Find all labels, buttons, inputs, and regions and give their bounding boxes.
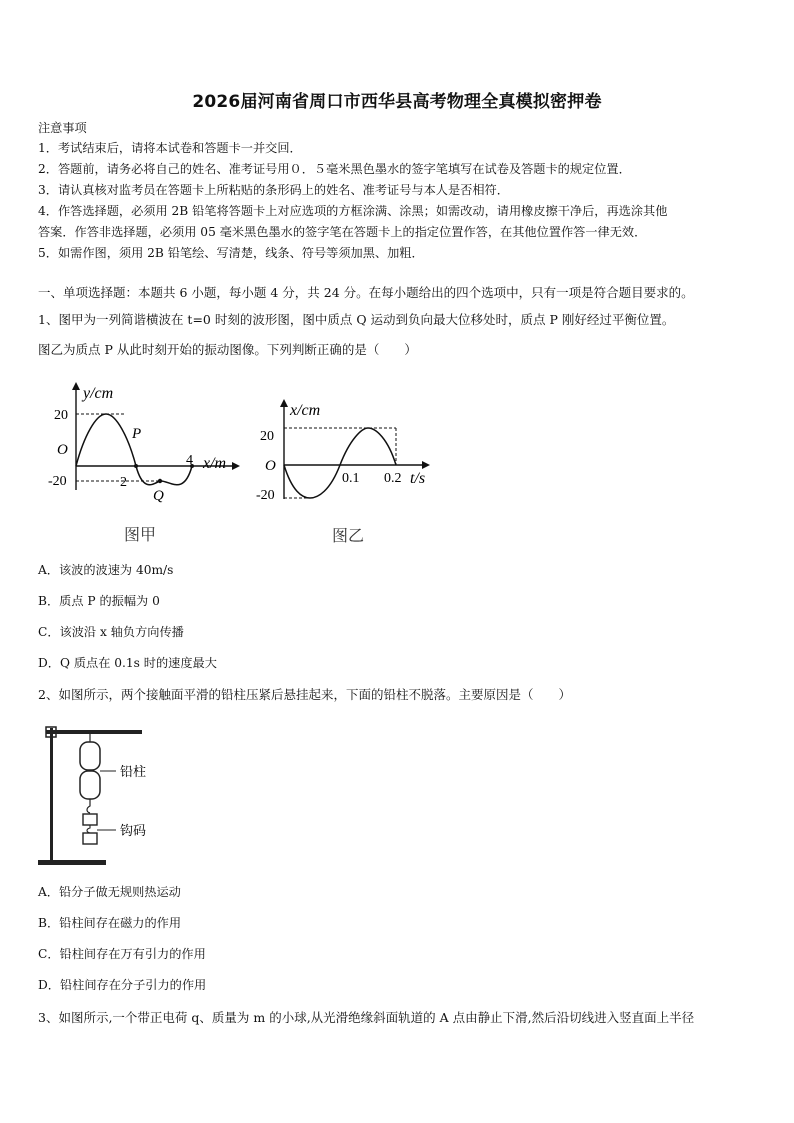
tick-label-bottom: -20	[48, 474, 67, 489]
point-q	[158, 479, 162, 483]
tick-label-top: 20	[54, 408, 68, 423]
q2-option-c: C．铅柱间存在万有引力的作用	[38, 947, 206, 961]
q1-stem-line2: 图乙为质点 P 从此时刻开始的振动图像。下列判断正确的是（ ）	[38, 342, 417, 357]
t-axis-arrow-icon	[422, 461, 430, 469]
stand-rod	[50, 728, 53, 862]
label-lead-cylinder: 铅柱	[120, 764, 147, 779]
notice-item-4-cont: 答案．作答非选择题，必须用 05 毫米黑色墨水的签字笔在答题卡上的指定位置作答，在其他位置作答一律无效．	[38, 225, 647, 239]
q1-option-d: D．Q 质点在 0.1s 时的速度最大	[38, 656, 217, 670]
x-axis-label: x/cm	[290, 402, 321, 419]
x-axis-label: x/m	[203, 455, 227, 472]
q2-option-a: A．铅分子做无规则热运动	[38, 885, 181, 899]
notice-item-1: 1．考试结束后，请将本试卷和答题卡一并交回．	[38, 141, 302, 155]
stand-arm	[46, 730, 142, 734]
notice-item-4: 4．作答选择题，必须用 2B 铅笔将答题卡上对应选项的方框涂满、涂黑；如需改动，请用橡皮擦干净后，再选涂其他	[38, 204, 668, 218]
t-tick-mid: 0.1	[342, 471, 360, 486]
q2-option-d: D．铅柱间存在分子引力的作用	[38, 978, 207, 992]
tick-label-bottom: -20	[256, 488, 275, 503]
notice-item-2: 2．答题前，请务必将自己的姓名、准考证号用０．５毫米黑色墨水的签字笔填写在试卷及答题卡的规定位置．	[38, 162, 631, 176]
origin-label: O	[265, 458, 276, 474]
point-q-label: Q	[153, 488, 164, 504]
x-tick-end: 4	[186, 453, 193, 468]
weight-2	[83, 833, 97, 844]
figure-caption-a: 图甲	[124, 525, 157, 544]
q3-stem: 3、如图所示,一个带正电荷 q、质量为 m 的小球,从光滑绝缘斜面轨道的 A 点由静止下滑,然后沿切线进入竖直面上半径	[38, 1010, 695, 1025]
x-axis-arrow-icon	[232, 462, 240, 470]
t-tick-end: 0.2	[384, 471, 402, 486]
q1-option-b: B．质点 P 的振幅为 0	[38, 594, 160, 608]
figure-caption-b: 图乙	[332, 526, 365, 545]
tick-label-top: 20	[260, 429, 274, 444]
q1-stem-line1: 1、图甲为一列简谐横波在 t=0 时刻的波形图，图中质点 Q 运动到负向最大位移处时，质点 P 刚好经过平衡位置。	[38, 312, 675, 327]
lead-cylinder-bottom	[80, 771, 100, 799]
page-title: 2026届河南省周口市西华县高考物理全真模拟密押卷	[192, 92, 602, 112]
q2-stem: 2、如图所示，两个接触面平滑的铅柱压紧后悬挂起来，下面的铅柱不脱落。主要原因是（ ）	[38, 687, 571, 702]
label-weight: 钩码	[120, 823, 147, 838]
y-axis-arrow-icon	[72, 382, 80, 390]
y-axis-label: y/cm	[83, 385, 114, 402]
notice-item-5: 5．如需作图，须用 2B 铅笔绘、写清楚，线条、符号等须加黑、加粗．	[38, 246, 424, 260]
q2-option-b: B．铅柱间存在磁力的作用	[38, 916, 182, 930]
notice-item-3: 3．请认真核对监考员在答题卡上所粘贴的条形码上的姓名、准考证号与本人是否相符．	[38, 183, 509, 197]
q1-figure-vibration	[250, 395, 450, 550]
section-heading: 一、单项选择题：本题共 6 小题，每小题 4 分，共 24 分。在每小题给出的四个选项中，只有一项是符合题目要求的。	[38, 285, 694, 300]
x-axis-arrow-icon	[280, 399, 288, 407]
notice-heading: 注意事项	[38, 121, 87, 135]
x-tick-mid: 2	[120, 475, 127, 490]
lead-cylinder-top	[80, 742, 100, 770]
point-p-label: P	[132, 426, 142, 442]
q1-figure-wave	[40, 378, 240, 550]
q1-option-c: C．该波沿 x 轴负方向传播	[38, 625, 184, 639]
stand-base	[38, 860, 106, 865]
q1-option-a: A．该波的波速为 40m/s	[38, 563, 174, 577]
t-axis-label: t/s	[410, 470, 426, 487]
point-p	[134, 464, 138, 468]
wave-curve	[76, 414, 192, 485]
vibration-curve	[284, 428, 396, 498]
origin-label: O	[57, 442, 68, 458]
weight-1	[83, 814, 97, 825]
q2-figure-apparatus	[36, 718, 176, 870]
